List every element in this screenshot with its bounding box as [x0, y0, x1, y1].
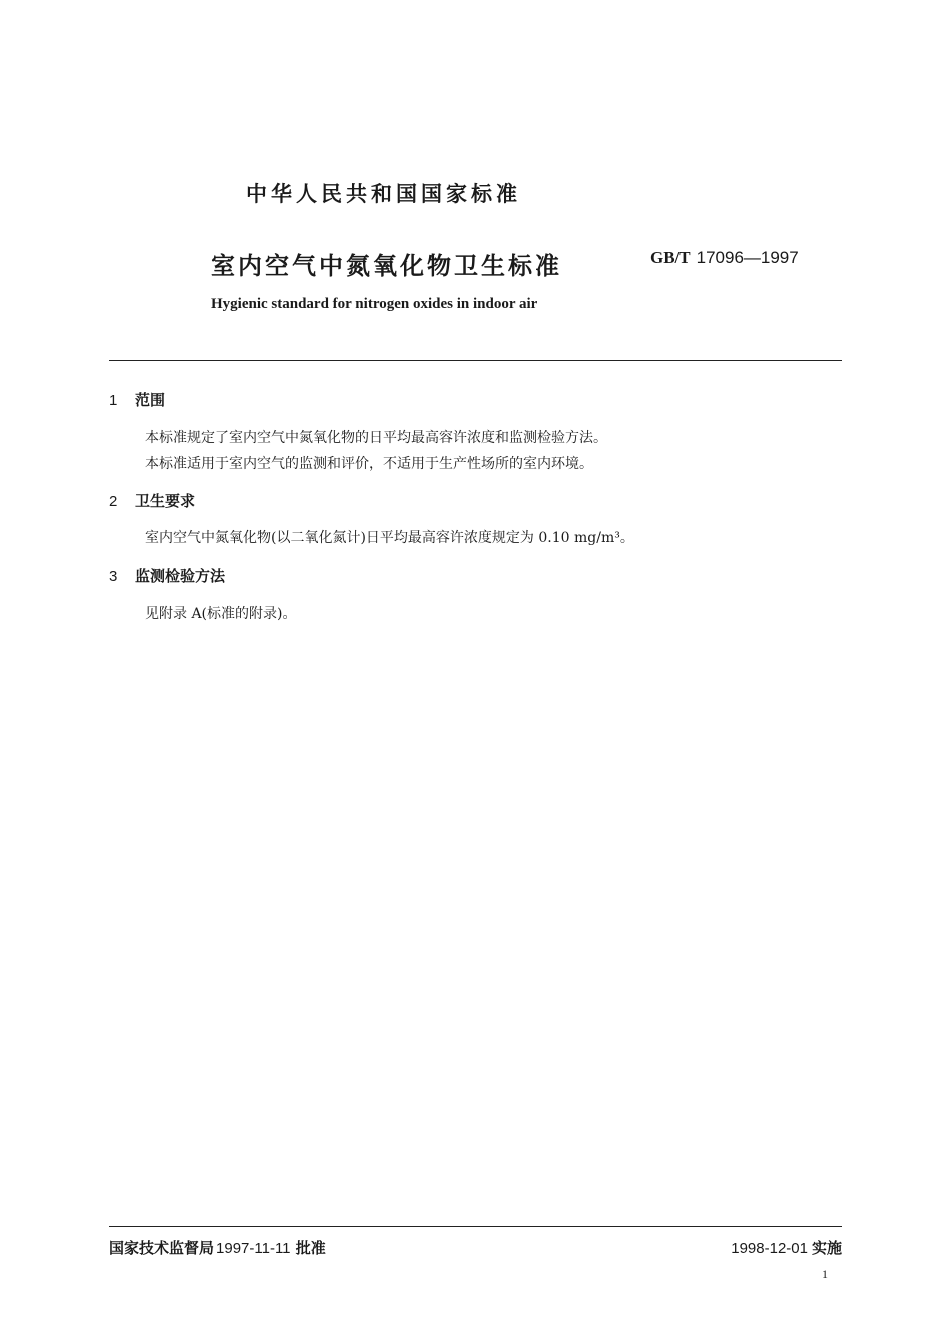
footer-divider [109, 1226, 842, 1227]
approval-date: 1997-11-11 [216, 1240, 291, 1257]
standard-number [650, 248, 799, 268]
header-divider [109, 360, 842, 361]
issuer: 国家技术监督局 [109, 1239, 215, 1257]
english-title: Hygienic standard for nitrogen oxides in indoor air [211, 296, 538, 312]
section-number: 1 [109, 392, 118, 409]
section-2-paragraph-1: 室内空气中氮氧化物(以二氧化氮计)日平均最高容许浓度规定为 0.10 mg/m³。 [145, 530, 634, 546]
effective-label: 实施 [811, 1239, 842, 1257]
section-number: 3 [109, 568, 118, 585]
section-3-heading [109, 565, 225, 586]
approval-label: 批准 [295, 1239, 326, 1257]
section-number: 2 [109, 493, 118, 510]
effective-date: 1998-12-01 [731, 1240, 808, 1257]
section-title: 监测检验方法 [135, 567, 226, 585]
section-title: 卫生要求 [135, 492, 196, 510]
section-1-heading [109, 389, 165, 410]
document-title: 室内空气中氮氧化物卫生标准 [211, 252, 562, 280]
section-1-paragraph-1: 本标准规定了室内空气中氮氧化物的日平均最高容许浓度和监测检验方法。 [145, 430, 607, 446]
approval-line [109, 1237, 326, 1258]
standard-prefix: GB/T [650, 248, 691, 267]
section-1-paragraph-2: 本标准适用于室内空气的监测和评价，不适用于生产性场所的室内环境。 [145, 456, 593, 472]
page-number: 1 [822, 1267, 828, 1281]
section-title: 范围 [135, 391, 166, 409]
national-standard-heading: 中华人民共和国国家标准 [246, 182, 521, 206]
standard-code: 17096—1997 [696, 248, 799, 267]
effective-line [731, 1237, 842, 1258]
section-3-paragraph-1: 见附录 A(标准的附录)。 [145, 606, 297, 622]
section-2-heading [109, 490, 195, 511]
